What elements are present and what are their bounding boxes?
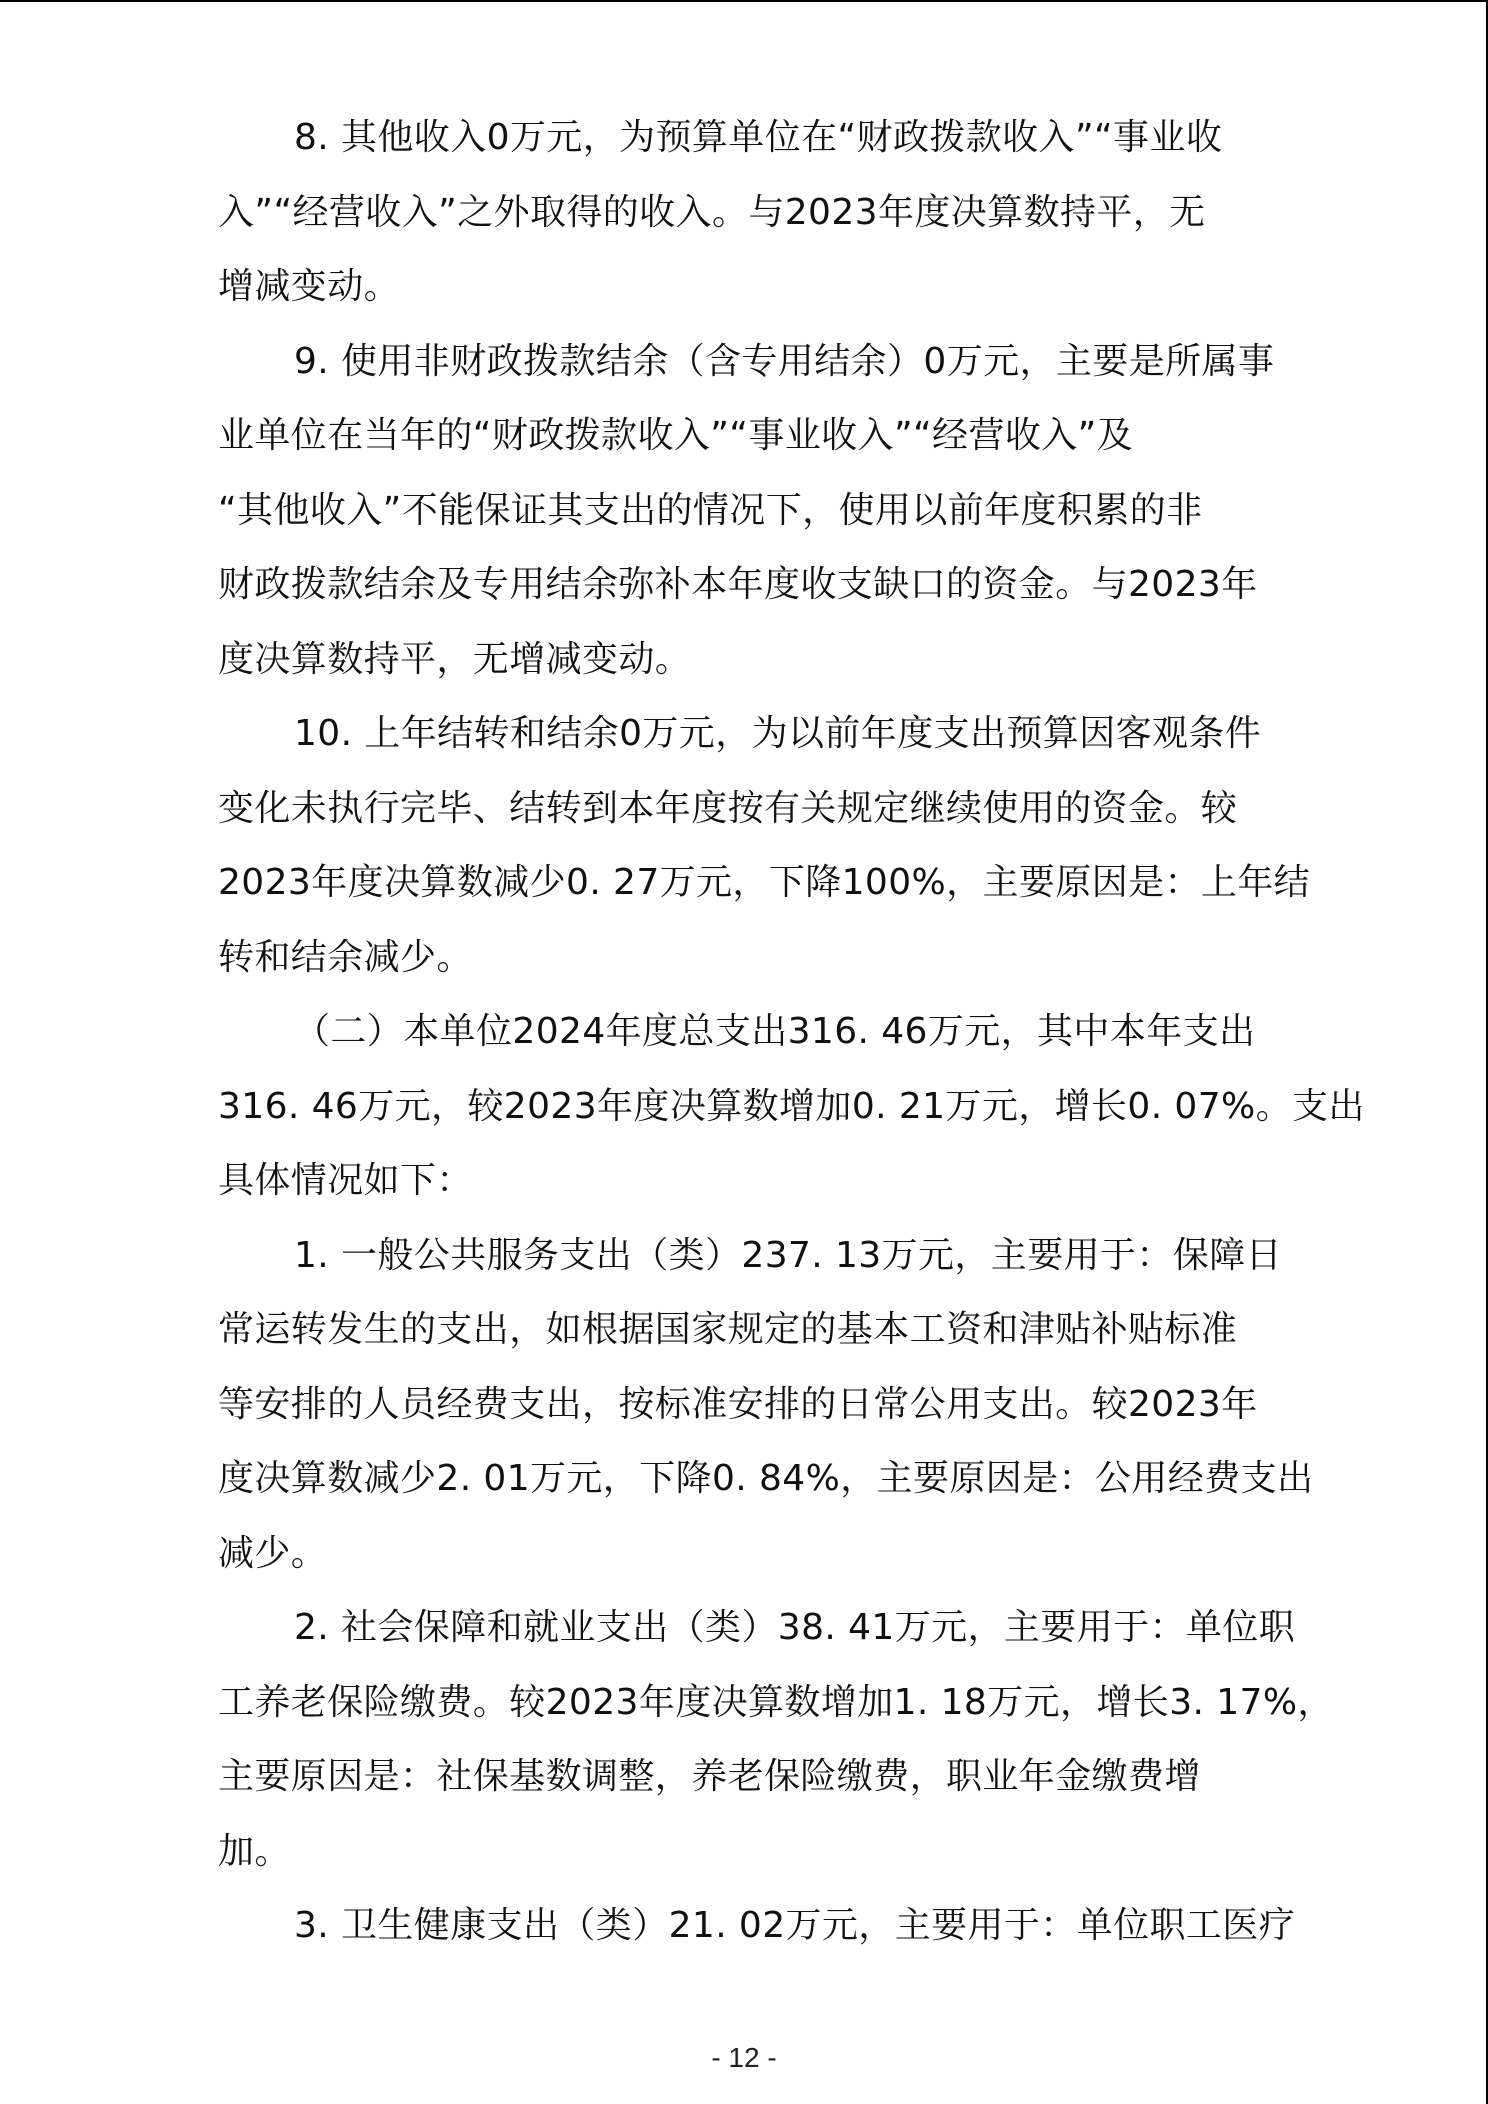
page-number: - 12 - bbox=[711, 2042, 777, 2073]
text-line: 工养老保险缴费。较2023年度决算数增加1. 18万元，增长3. 17%， bbox=[218, 1681, 1334, 1723]
text-line: 8. 其他收入0万元，为预算单位在“财政拨款收入”“事业收 bbox=[294, 117, 1223, 158]
text-line: 具体情况如下： bbox=[218, 1160, 473, 1201]
text-line: 加。 bbox=[218, 1830, 291, 1872]
text-line: 主要原因是：社保基数调整，养老保险缴费，职业年金缴费增 bbox=[218, 1756, 1201, 1797]
text-line: （二）本单位2024年度总支出316. 46万元，其中本年支出 bbox=[294, 1011, 1256, 1052]
text-line: 等安排的人员经费支出，按标准安排的日常公用支出。较2023年 bbox=[218, 1383, 1258, 1425]
text-line: 减少。 bbox=[218, 1532, 328, 1574]
text-line: 变化未执行完毕、结转到本年度按有关规定继续使用的资金。较 bbox=[218, 787, 1238, 829]
text-line: 度决算数持平，无增减变动。 bbox=[218, 638, 692, 680]
text-line: 增减变动。 bbox=[218, 266, 401, 307]
text-line: 3. 卫生健康支出（类）21. 02万元，主要用于：单位职工医疗 bbox=[294, 1905, 1296, 1946]
text-line: 2023年度决算数减少0. 27万元，下降100%，主要原因是：上年结 bbox=[218, 862, 1311, 903]
paragraph-prior-year-carryover bbox=[218, 697, 1311, 995]
text-line: 9. 使用非财政拨款结余（含专用结余）0万元，主要是所属事 bbox=[294, 340, 1275, 382]
document-body bbox=[218, 101, 1365, 1964]
text-line: 316. 46万元，较2023年度决算数增加0. 21万元，增长0. 07%。支出 bbox=[218, 1085, 1365, 1127]
paragraph-non-fiscal-balance bbox=[218, 325, 1288, 698]
text-line: 2. 社会保障和就业支出（类）38. 41万元，主要用于：单位职 bbox=[294, 1607, 1296, 1648]
paragraph-other-income bbox=[218, 101, 1288, 325]
text-line: 入”“经营收入”之外取得的收入。与2023年度决算数持平，无 bbox=[218, 191, 1206, 233]
text-line: 1. 一般公共服务支出（类）237. 13万元，主要用于：保障日 bbox=[294, 1234, 1282, 1276]
paragraph-health bbox=[218, 1889, 1296, 1964]
text-line: 度决算数减少2. 01万元，下降0. 84%，主要原因是：公用经费支出 bbox=[218, 1458, 1314, 1499]
text-line: 转和结余减少。 bbox=[218, 936, 473, 978]
paragraph-general-public-services bbox=[218, 1219, 1314, 1592]
text-line: 财政拨款结余及专用结余弥补本年度收支缺口的资金。与2023年 bbox=[218, 564, 1258, 605]
text-line: 10. 上年结转和结余0万元，为以前年度支出预算因客观条件 bbox=[294, 713, 1262, 754]
text-line: 常运转发生的支出，如根据国家规定的基本工资和津贴补贴标准 bbox=[218, 1309, 1238, 1350]
text-line: 业单位在当年的“财政拨款收入”“事业收入”“经营收入”及 bbox=[218, 415, 1134, 456]
text-line: “其他收入”不能保证其支出的情况下，使用以前年度积累的非 bbox=[218, 489, 1203, 531]
paragraph-total-expenditure bbox=[218, 995, 1365, 1219]
paragraph-social-security bbox=[218, 1591, 1334, 1889]
